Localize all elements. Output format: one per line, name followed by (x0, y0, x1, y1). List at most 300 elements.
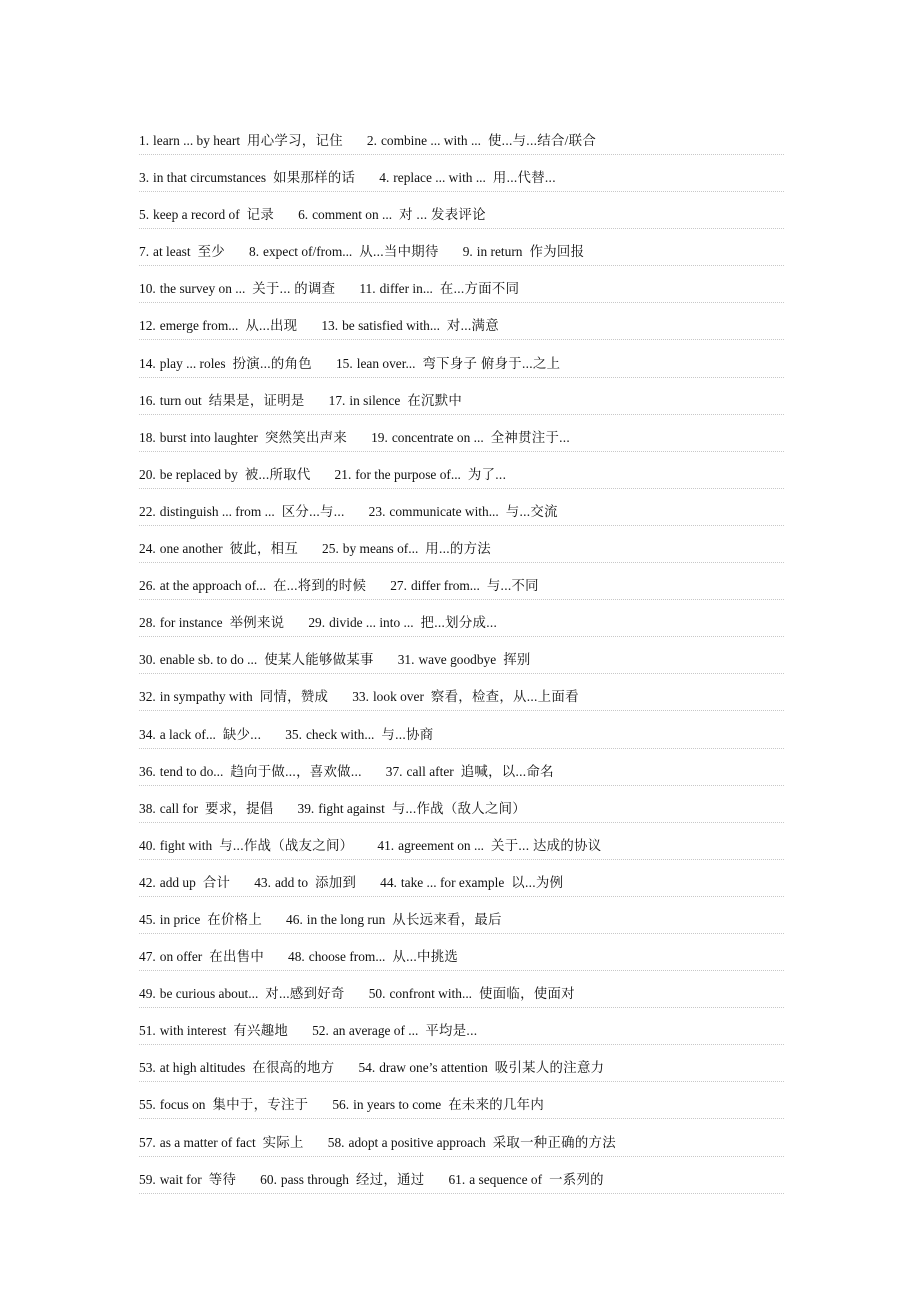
chinese-meaning: 要求，提倡 (205, 800, 274, 816)
phrase-number: 12. (139, 318, 156, 334)
phrase-entry (386, 759, 554, 785)
phrase-line (139, 977, 784, 1014)
phrase-number: 25. (322, 541, 339, 557)
phrase-line-content (139, 833, 784, 860)
phrase-number: 2. (366, 133, 377, 148)
phrase-number: 4. (379, 170, 390, 186)
chinese-meaning: 记录 (246, 207, 275, 223)
english-phrase: burst into laughter (159, 429, 258, 445)
chinese-meaning: 彼此，相互 (229, 541, 299, 557)
chinese-meaning: 作为回报 (529, 244, 585, 260)
phrase-entry (139, 165, 355, 191)
phrase-entry (448, 1167, 603, 1193)
phrase-line (139, 606, 784, 643)
phrase-entry (328, 1130, 616, 1156)
chinese-meaning: 把...划分成... (420, 615, 498, 631)
english-phrase: distinguish ... from ... (159, 503, 275, 519)
english-phrase: differ from... (410, 578, 480, 594)
chinese-meaning: 从长远来看，最后 (392, 911, 502, 927)
english-phrase: emerge from... (159, 318, 239, 334)
phrase-line (139, 643, 784, 680)
english-phrase: as a matter of fact (159, 1134, 256, 1150)
phrase-line (139, 272, 784, 309)
chinese-meaning: 平均是... (425, 1023, 478, 1039)
phrase-number: 36. (139, 763, 156, 779)
phrase-line (139, 198, 784, 235)
english-phrase: call after (406, 763, 454, 779)
chinese-meaning: 在未来的几年内 (448, 1097, 545, 1113)
phrase-entry (139, 944, 264, 970)
phrase-line-content (139, 536, 784, 563)
phrase-entry (139, 313, 297, 339)
phrase-entry (139, 796, 274, 822)
phrase-number: 52. (312, 1023, 329, 1039)
phrase-entry (380, 870, 563, 896)
phrase-entry (139, 722, 261, 748)
english-phrase: call for (159, 800, 199, 816)
english-phrase: for instance (159, 615, 223, 631)
english-phrase: lean over... (356, 355, 416, 371)
phrase-number: 29. (308, 615, 326, 631)
phrase-line-content (139, 239, 784, 266)
phrase-line (139, 309, 784, 346)
phrase-number: 50. (368, 986, 386, 1002)
english-phrase: in years to come (353, 1097, 442, 1113)
phrase-entry (463, 239, 585, 265)
phrase-number: 49. (139, 986, 156, 1002)
phrase-entry (286, 907, 502, 933)
phrase-entry (139, 981, 345, 1007)
phrase-line-content (139, 981, 784, 1008)
chinese-meaning: 添加到 (315, 874, 357, 890)
phrase-entry (377, 833, 601, 859)
phrase-number: 59. (139, 1171, 156, 1187)
phrase-number: 33. (352, 689, 369, 705)
phrase-number: 48. (288, 949, 305, 965)
phrase-number: 54. (358, 1060, 376, 1076)
phrase-number: 23. (368, 503, 386, 519)
phrase-line (139, 1163, 784, 1200)
english-phrase: replace ... with ... (393, 170, 486, 186)
english-phrase: be replaced by (159, 466, 238, 482)
english-phrase: play ... roles (159, 355, 226, 371)
phrase-entry (312, 1018, 477, 1044)
english-phrase: draw one’s attention (379, 1060, 488, 1076)
phrase-number: 57. (139, 1134, 156, 1150)
chinese-meaning: 同情，赞成 (259, 689, 329, 705)
phrase-entry (260, 1167, 424, 1193)
phrase-number: 34. (139, 726, 156, 742)
phrase-entry (139, 647, 374, 673)
chinese-meaning: 用...的方法 (425, 541, 492, 557)
phrase-number: 37. (385, 763, 403, 779)
chinese-meaning: 合计 (202, 874, 231, 890)
phrase-entry (139, 833, 353, 859)
phrase-line-content (139, 907, 784, 934)
phrase-line-content (139, 276, 784, 303)
chinese-meaning: 举例来说 (229, 615, 285, 631)
phrase-entry (359, 276, 519, 302)
phrase-number: 46. (286, 911, 303, 927)
english-phrase: differ in... (379, 281, 433, 297)
phrase-entry (358, 1055, 604, 1081)
phrase-entry (254, 870, 356, 896)
english-phrase: look over (372, 689, 424, 705)
phrase-line-content (139, 351, 784, 378)
phrase-line-content (139, 1092, 784, 1119)
english-phrase: agreement on ... (398, 837, 485, 853)
phrase-line-content (139, 944, 784, 971)
english-phrase: be curious about... (159, 986, 259, 1002)
phrase-entry (321, 313, 499, 339)
phrase-entry (329, 388, 462, 414)
chinese-meaning: 扮演...的角色 (232, 355, 312, 371)
phrase-number: 18. (139, 429, 156, 445)
english-phrase: the survey on ... (159, 281, 246, 297)
phrase-line (139, 569, 784, 606)
english-phrase: in silence (349, 392, 401, 408)
english-phrase: divide ... into ... (329, 615, 414, 631)
phrase-number: 35. (285, 726, 302, 742)
phrase-line-content (139, 313, 784, 340)
english-phrase: a sequence of (469, 1171, 543, 1187)
phrase-number: 45. (139, 911, 156, 927)
phrase-number: 40. (139, 837, 156, 853)
chinese-meaning: 关于... 达成的协议 (491, 837, 602, 853)
chinese-meaning: 吸引某人的注意力 (494, 1060, 605, 1076)
phrase-line-content (139, 759, 784, 786)
phrase-number: 22. (139, 503, 156, 519)
english-phrase: wave goodbye (418, 652, 497, 668)
phrase-number: 8. (249, 244, 260, 260)
chinese-meaning: 用心学习，记住 (247, 133, 343, 148)
english-phrase: enable sb. to do ... (159, 652, 258, 668)
phrase-entry (139, 276, 335, 302)
english-phrase: concentrate on ... (391, 429, 484, 445)
chinese-meaning: 为了... (467, 466, 507, 482)
english-phrase: wait for (159, 1171, 202, 1187)
phrase-line-content (139, 722, 784, 749)
chinese-meaning: 从...中挑选 (392, 949, 459, 965)
chinese-meaning: 从...出现 (245, 318, 298, 334)
phrase-number: 30. (139, 652, 156, 668)
chinese-meaning: 突然笑出声来 (264, 429, 348, 445)
phrase-line (139, 161, 784, 198)
phrase-entry (139, 1055, 334, 1081)
english-phrase: focus on (159, 1097, 206, 1113)
english-phrase: take ... for example (400, 874, 505, 890)
english-phrase: pass through (280, 1171, 349, 1187)
phrase-entry (139, 1167, 236, 1193)
english-phrase: keep a record of (153, 207, 240, 223)
phrase-number: 27. (390, 578, 407, 594)
phrase-line-content (139, 462, 784, 489)
phrase-line (139, 421, 784, 458)
english-phrase: check with... (305, 726, 375, 742)
phrase-entry (139, 239, 225, 265)
phrase-line (139, 495, 784, 532)
phrase-number: 20. (139, 466, 156, 482)
phrase-number: 7. (139, 244, 150, 260)
english-phrase: communicate with... (389, 503, 499, 519)
phrase-line-content (139, 128, 784, 155)
phrase-entry (139, 499, 345, 525)
chinese-meaning: 在...方面不同 (439, 281, 520, 297)
chinese-meaning: 弯下身子 俯身于...之上 (422, 355, 561, 371)
chinese-meaning: 用...代替... (492, 170, 556, 186)
phrase-entry (139, 536, 298, 562)
english-phrase: adopt a positive approach (348, 1134, 486, 1150)
english-phrase: add up (159, 874, 196, 890)
phrase-number: 28. (139, 615, 156, 631)
phrase-line-content (139, 647, 784, 674)
chinese-meaning: 如果那样的话 (273, 170, 356, 186)
phrase-line (139, 940, 784, 977)
phrase-number: 26. (139, 578, 156, 594)
english-phrase: be satisfied with... (342, 318, 440, 334)
phrase-entry (398, 647, 531, 673)
phrase-line (139, 532, 784, 569)
chinese-meaning: 等待 (208, 1171, 237, 1187)
chinese-meaning: 在价格上 (207, 911, 263, 927)
chinese-meaning: 以...为例 (511, 874, 564, 890)
chinese-meaning: 使某人能够做某事 (264, 652, 374, 668)
english-phrase: at the approach of... (159, 578, 267, 594)
chinese-meaning: 被...所取代 (244, 466, 311, 482)
english-phrase: tend to do... (159, 763, 224, 779)
phrase-entry (139, 684, 328, 710)
chinese-meaning: 对...满意 (446, 318, 499, 334)
phrase-line-content (139, 165, 784, 192)
phrase-entry (139, 128, 343, 154)
phrase-number: 44. (380, 874, 397, 890)
english-phrase: add to (274, 874, 309, 890)
english-phrase: fight with (159, 837, 213, 853)
chinese-meaning: 与...作战（敌人之间） (391, 800, 526, 816)
phrase-line (139, 458, 784, 495)
phrase-entry (139, 388, 305, 414)
english-phrase: on offer (159, 949, 203, 965)
chinese-meaning: 关于... 的调查 (252, 281, 336, 297)
chinese-meaning: 至少 (197, 244, 225, 260)
phrase-entry (322, 536, 491, 562)
phrase-entry (308, 610, 497, 636)
phrase-line (139, 829, 784, 866)
chinese-meaning: 经过，通过 (356, 1171, 425, 1187)
phrase-entry (369, 499, 558, 525)
phrase-number: 24. (139, 541, 156, 557)
phrase-entry (335, 462, 507, 488)
chinese-meaning: 在很高的地方 (252, 1060, 335, 1076)
phrase-entry (139, 1092, 308, 1118)
chinese-meaning: 挥别 (503, 652, 531, 668)
english-phrase: an average of ... (332, 1023, 419, 1039)
phrase-entry (336, 351, 560, 377)
chinese-meaning: 对 ... 发表评论 (399, 207, 486, 223)
chinese-meaning: 在出售中 (209, 949, 265, 965)
english-phrase: in price (159, 911, 201, 927)
phrase-entry (139, 610, 284, 636)
phrase-entry (390, 573, 539, 599)
phrase-number: 13. (321, 318, 339, 334)
phrase-number: 9. (462, 244, 473, 260)
chinese-meaning: 有兴趣地 (233, 1023, 289, 1039)
phrase-line (139, 792, 784, 829)
phrase-entry (298, 202, 486, 228)
phrase-number: 11. (359, 281, 376, 297)
english-phrase: one another (159, 541, 223, 557)
phrase-line-content (139, 573, 784, 600)
chinese-meaning: 集中于，专注于 (212, 1097, 309, 1113)
phrase-line (139, 1014, 784, 1051)
phrase-number: 47. (139, 949, 156, 965)
phrase-entry (139, 1018, 288, 1044)
english-phrase: in the long run (306, 911, 386, 927)
chinese-meaning: 全神贯注于... (490, 429, 571, 445)
chinese-meaning: 在...将到的时候 (273, 578, 367, 594)
chinese-meaning: 与...协商 (381, 726, 434, 742)
phrase-entry (367, 128, 596, 154)
phrase-line-content (139, 425, 784, 452)
chinese-meaning: 使...与...结合/联合 (487, 133, 597, 148)
phrase-line (139, 903, 784, 940)
phrase-number: 42. (139, 874, 156, 890)
phrase-line-content (139, 1055, 784, 1082)
english-phrase: a lack of... (159, 726, 216, 742)
phrase-number: 41. (377, 837, 395, 853)
english-phrase: turn out (159, 392, 202, 408)
phrase-number: 10. (139, 281, 156, 297)
phrase-entry (298, 796, 527, 822)
english-phrase: learn ... by heart (153, 133, 241, 148)
phrase-entry (139, 907, 262, 933)
english-phrase: at least (153, 244, 191, 260)
phrase-line (139, 1088, 784, 1125)
phrase-line-content (139, 388, 784, 415)
phrase-line-content (139, 499, 784, 526)
phrase-number: 56. (332, 1097, 350, 1113)
phrase-entry (139, 351, 312, 377)
phrase-number: 39. (297, 800, 315, 816)
chinese-meaning: 结果是，证明是 (208, 392, 305, 408)
phrase-line (139, 718, 784, 755)
phrase-number: 61. (448, 1171, 466, 1187)
phrase-entry (352, 684, 579, 710)
phrase-number: 38. (139, 800, 156, 816)
english-phrase: for the purpose of... (355, 466, 461, 482)
chinese-meaning: 察看，检查，从...上面看 (430, 689, 579, 705)
english-phrase: confront with... (389, 986, 473, 1002)
phrase-number: 58. (327, 1134, 345, 1150)
phrase-line (139, 124, 784, 161)
chinese-meaning: 对...感到好奇 (265, 986, 345, 1002)
phrase-entry (139, 1130, 304, 1156)
phrase-entry (285, 722, 433, 748)
phrase-entry (332, 1092, 544, 1118)
chinese-meaning: 在沉默中 (407, 392, 463, 408)
phrase-number: 43. (254, 874, 271, 890)
phrase-number: 53. (139, 1060, 156, 1076)
phrase-number: 1. (139, 133, 150, 148)
phrase-entry (139, 462, 311, 488)
phrase-line (139, 1051, 784, 1088)
phrase-line-content (139, 610, 784, 637)
chinese-meaning: 一系列的 (549, 1171, 604, 1187)
phrase-number: 21. (334, 466, 352, 482)
phrase-number: 19. (371, 429, 388, 445)
chinese-meaning: 与...不同 (486, 578, 539, 594)
chinese-meaning: 趋向于做...，喜欢做... (230, 763, 362, 779)
phrase-number: 31. (397, 652, 415, 668)
phrase-number: 60. (260, 1171, 277, 1187)
chinese-meaning: 追喊，以...命名 (460, 763, 554, 779)
phrase-number: 32. (139, 689, 156, 705)
phrase-line (139, 755, 784, 792)
phrase-entry (139, 870, 230, 896)
english-phrase: combine ... with ... (380, 133, 481, 148)
phrase-line (139, 866, 784, 903)
phrase-entry (249, 239, 439, 265)
english-phrase: by means of... (342, 541, 419, 557)
phrase-line (139, 680, 784, 717)
phrase-number: 15. (335, 355, 353, 371)
english-phrase: expect of/from... (263, 244, 353, 260)
phrase-number: 5. (139, 207, 150, 223)
phrase-entry (371, 425, 570, 451)
phrase-entry (139, 573, 366, 599)
english-phrase: at high altitudes (159, 1060, 246, 1076)
phrase-line-content (139, 1130, 784, 1157)
english-phrase: in that circumstances (153, 170, 267, 186)
phrase-line-content (139, 870, 784, 897)
phrase-line-content (139, 1167, 784, 1194)
phrase-number: 3. (139, 170, 150, 186)
phrase-line (139, 1126, 784, 1163)
english-phrase: comment on ... (312, 207, 393, 223)
english-phrase: in sympathy with (159, 689, 253, 705)
phrase-line-content (139, 202, 784, 229)
phrase-entry (139, 202, 274, 228)
phrase-entry (369, 981, 575, 1007)
phrase-line-content (139, 1018, 784, 1045)
phrase-number: 55. (139, 1097, 156, 1113)
phrase-number: 6. (298, 207, 309, 223)
phrase-list (139, 124, 784, 1200)
chinese-meaning: 从...当中期待 (359, 244, 439, 260)
chinese-meaning: 实际上 (262, 1134, 304, 1150)
phrase-line (139, 235, 784, 272)
english-phrase: with interest (159, 1023, 227, 1039)
phrase-line-content (139, 684, 784, 711)
english-phrase: choose from... (308, 949, 386, 965)
english-phrase: fight against (318, 800, 385, 816)
phrase-line (139, 384, 784, 421)
english-phrase: in return (476, 244, 523, 260)
phrase-number: 16. (139, 392, 156, 408)
phrase-line-content (139, 796, 784, 823)
chinese-meaning: 与...交流 (505, 503, 558, 519)
phrase-entry (288, 944, 458, 970)
phrase-number: 17. (328, 392, 346, 408)
phrase-entry (379, 165, 556, 191)
phrase-number: 14. (139, 355, 156, 371)
phrase-number: 51. (139, 1023, 156, 1039)
chinese-meaning: 区分...与... (281, 503, 345, 519)
chinese-meaning: 使面临，使面对 (479, 986, 575, 1002)
chinese-meaning: 与...作战（战友之间） (219, 837, 354, 853)
chinese-meaning: 采取一种正确的方法 (492, 1134, 616, 1150)
chinese-meaning: 缺少... (222, 726, 262, 742)
